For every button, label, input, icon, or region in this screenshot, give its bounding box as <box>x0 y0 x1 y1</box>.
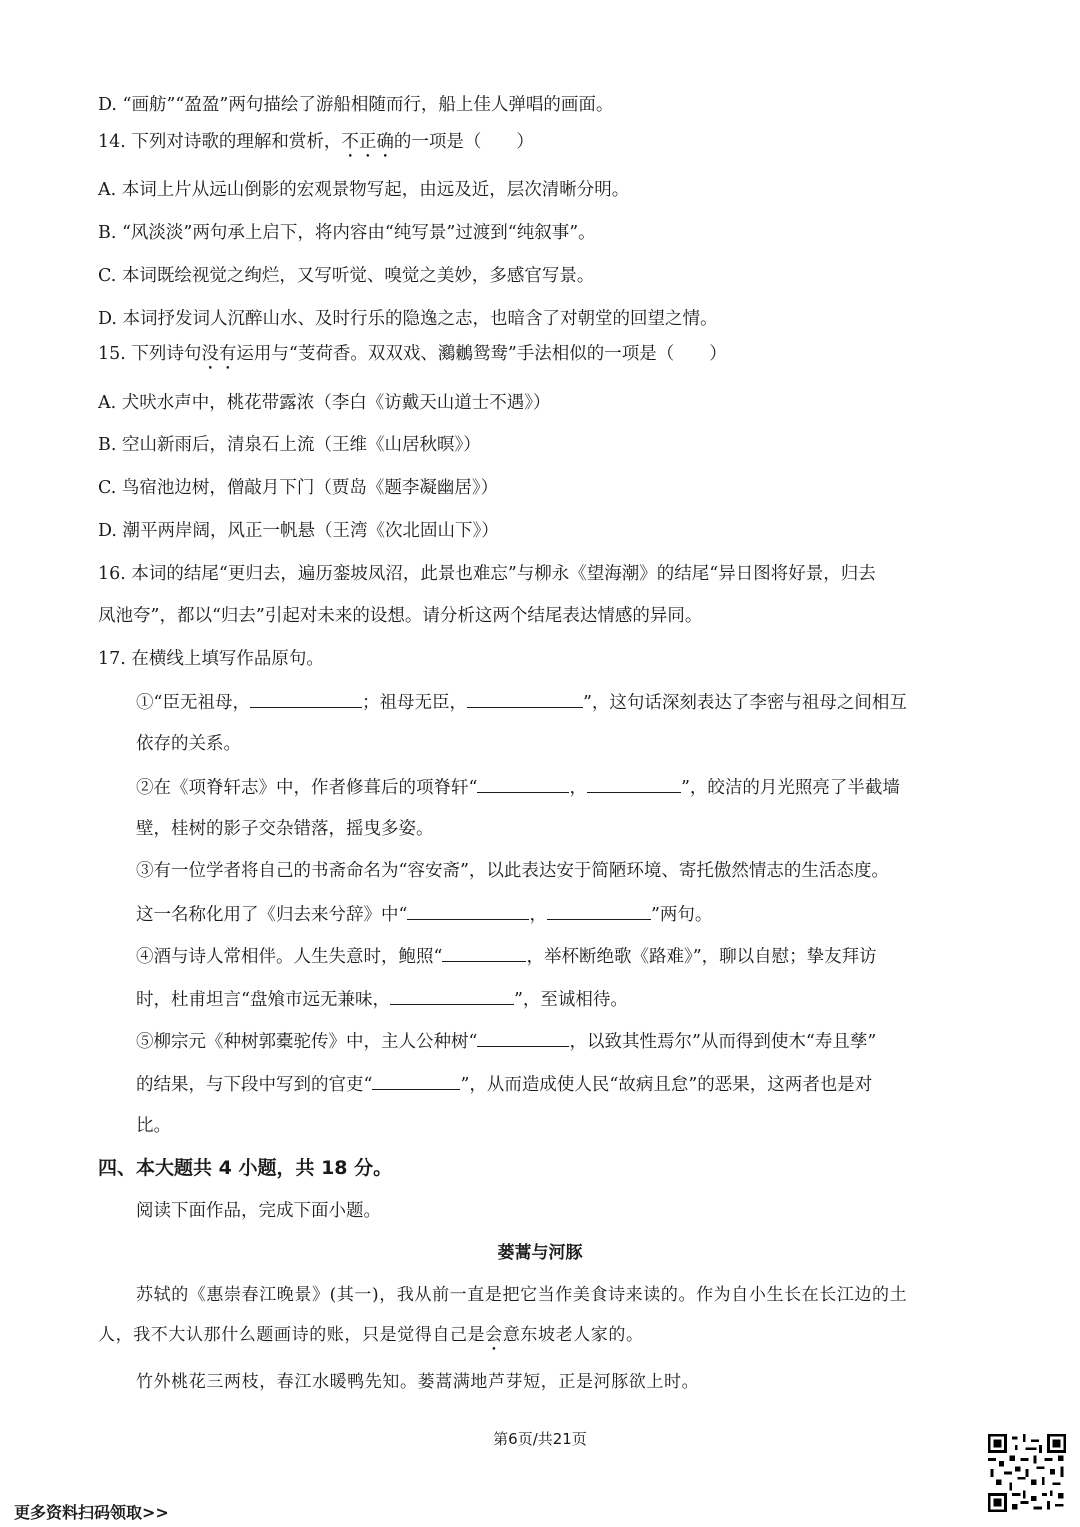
answer-blank[interactable] <box>390 986 514 1005</box>
option-14a: A. 本词上片从远山倒影的宏观景物写起，由远及近，层次清晰分明。 <box>98 180 630 200</box>
question-17: 17. 在横线上填写作品原句。 <box>98 649 324 669</box>
question-16-line1: 16. 本词的结尾“更归去，遍历銮坡凤沼，此景也难忘”与柳永《望海潮》的结尾“异日图将好景，归去 <box>98 564 876 584</box>
answer-blank[interactable] <box>547 901 651 920</box>
q17-item1: ①“臣无祖母， ；祖母无臣， ”，这句话深刻表达了李密与祖母之间相互 <box>136 689 907 716</box>
option-15b: B. 空山新雨后，清泉石上流（王维《山居秋暝》） <box>98 435 481 455</box>
question-15: 15. 下列诗句没有运用与“芰荷香。双双戏、鸂鶒鸳鸯”手法相似的一项是（ ） <box>98 344 727 364</box>
question-16-line2: 凤池夸”，都以“归去”引起对未来的设想。请分析这两个结尾表达情感的异同。 <box>98 606 703 626</box>
option-15d: D. 潮平两岸阔，风正一帆悬（王湾《次北固山下》） <box>98 521 499 541</box>
q17-item3-cont: 这一名称化用了《归去来兮辞》中“ ， ”两句。 <box>136 901 712 928</box>
q17-item5-end: 比。 <box>136 1116 171 1136</box>
option-13d: D. “画舫”“盈盈”两句描绘了游船相随而行，船上佳人弹唱的画面。 <box>98 95 614 115</box>
essay-paragraph1-line2: 人，我不大认那什么题画诗的账，只是觉得自己是会意东坡老人家的。 <box>98 1325 644 1345</box>
answer-blank[interactable] <box>467 689 583 708</box>
option-15c: C. 鸟宿池边树，僧敲月下门（贾岛《题李凝幽居》） <box>98 478 499 498</box>
question-14: 14. 下列对诗歌的理解和赏析，不正确的一项是（ ） <box>98 132 534 152</box>
qr-code-icon[interactable] <box>988 1434 1066 1512</box>
q17-item4: ④酒与诗人常相伴。人生失意时，鲍照“ ，举杯断绝歌《路难》”，聊以自慰；挚友拜访 <box>136 943 877 970</box>
q17-item2-cont: 壁，桂树的影子交杂错落，摇曳多姿。 <box>136 819 434 839</box>
q17-item3: ③有一位学者将自己的书斋命名为“容安斋”，以此表达安于简陋环境、寄托傲然情志的生活态度。 <box>136 861 889 881</box>
q17-item5: ⑤柳宗元《种树郭橐驼传》中，主人公种树“ ，以致其性焉尔”从而得到使木“寿且孳” <box>136 1028 876 1055</box>
q17-item2: ②在《项脊轩志》中，作者修葺后的项脊轩“ ， ”，皎洁的月光照亮了半截墙 <box>136 774 900 801</box>
essay-paragraph1-line1: 苏轼的《惠崇春江晚景》(其一)，我从前一直是把它当作美食诗来读的。作为自小生长在长江边的土 <box>136 1285 908 1305</box>
essay-poem: 竹外桃花三两枝，春江水暖鸭先知。蒌蒿满地芦芽短，正是河豚欲上时。 <box>136 1372 700 1392</box>
reading-instruction: 阅读下面作品，完成下面小题。 <box>136 1201 381 1221</box>
option-14c: C. 本词既绘视觉之绚烂，又写听觉、嗅觉之美妙，多感官写景。 <box>98 266 595 286</box>
emphasis-text: 不正确 <box>341 132 394 152</box>
q17-item5-cont: 的结果，与下段中写到的官吏“ ”，从而造成使人民“故病且怠”的恶果，这两者也是对 <box>136 1071 872 1098</box>
essay-title: 蒌蒿与河豚 <box>497 1243 583 1263</box>
answer-blank[interactable] <box>407 901 529 920</box>
q17-item1-cont: 依存的关系。 <box>136 734 241 754</box>
option-14b: B. “风淡淡”两句承上启下，将内容由“纯写景”过渡到“纯叙事”。 <box>98 223 596 243</box>
emphasis-text: 没有 <box>201 344 237 364</box>
option-14d: D. 本词抒发词人沉醉山水、及时行乐的隐逸之志，也暗含了对朝堂的回望之情。 <box>98 309 718 329</box>
section-heading: 四、本大题共 4 小题，共 18 分。 <box>98 1157 393 1179</box>
more-materials-link[interactable]: 更多资料扫码领取>> <box>14 1503 169 1522</box>
answer-blank[interactable] <box>372 1071 460 1090</box>
emphasis-text: 会 <box>485 1325 503 1345</box>
page-number: 第6页/共21页 <box>493 1430 587 1448</box>
q17-item4-cont: 时，杜甫坦言“盘飧市远无兼味， ”，至诚相待。 <box>136 986 628 1013</box>
answer-blank[interactable] <box>442 943 526 962</box>
option-15a: A. 犬吠水声中，桃花带露浓（李白《访戴天山道士不遇》） <box>98 393 551 413</box>
answer-blank[interactable] <box>587 774 681 793</box>
answer-blank[interactable] <box>250 689 362 708</box>
answer-blank[interactable] <box>477 1028 569 1047</box>
answer-blank[interactable] <box>477 774 569 793</box>
